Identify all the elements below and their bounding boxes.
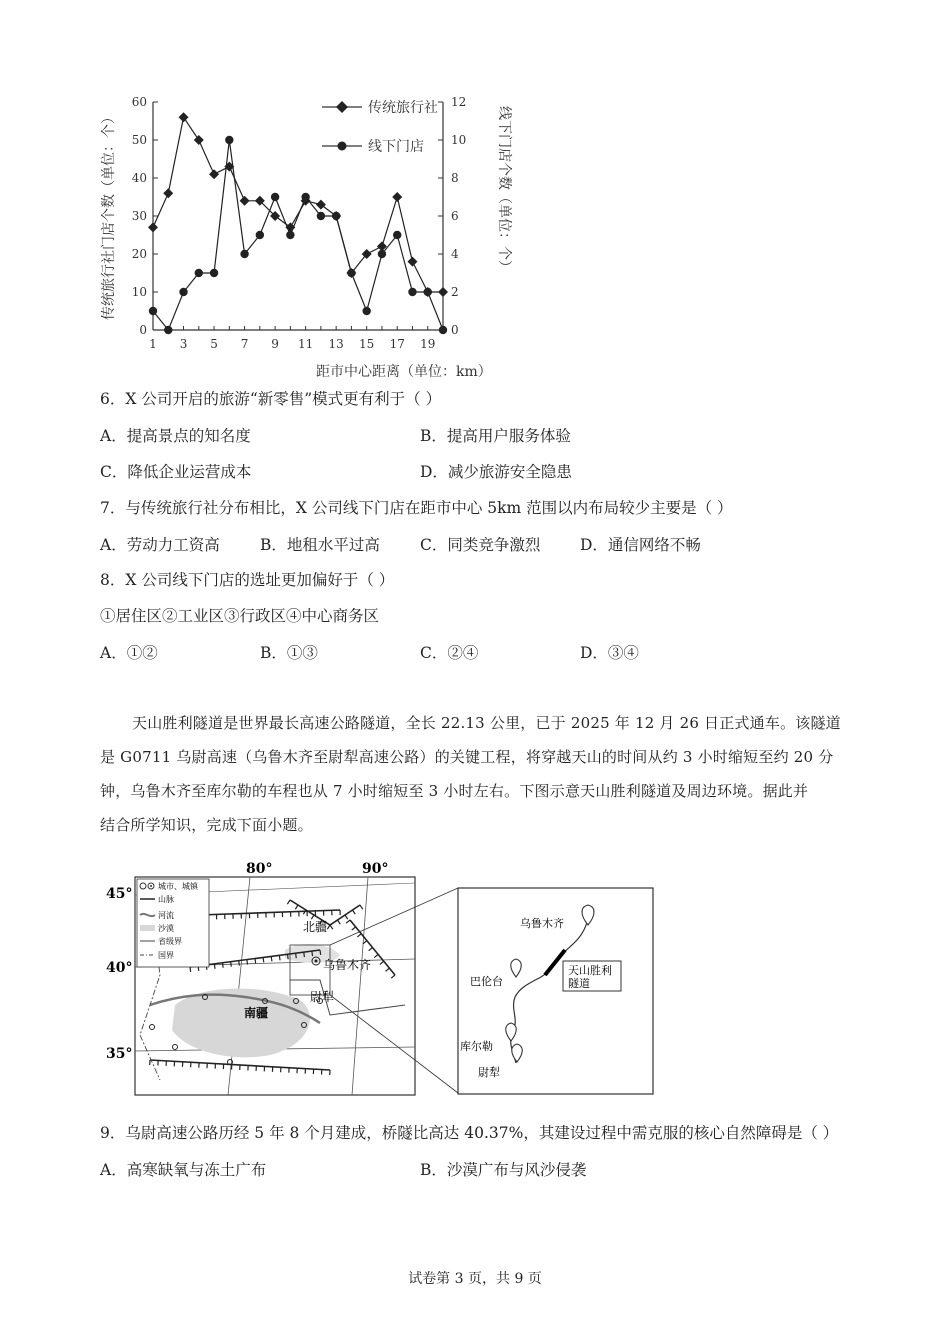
question-9-stem: 9．乌尉高速公路历经 5 年 8 个月建成，桥隧比高达 40.37%，其建设过程中需克服的核心自然障碍是（ ） <box>100 1124 839 1142</box>
y-right-tick-label: 8 <box>451 171 459 185</box>
x-tick-label: 3 <box>179 337 188 351</box>
lon-label-90: 90° <box>362 861 389 877</box>
question-6-option-b: B．提高用户服务体验 <box>420 427 571 445</box>
question-7-option-b: B．地租水平过高 <box>260 536 380 554</box>
question-7-option-a: A．劳动力工资高 <box>100 536 220 554</box>
tianshan-map <box>0 855 950 1105</box>
question-8-option-a: A．①② <box>100 644 158 662</box>
question-6-option-d: D．减少旅游安全隐患 <box>420 463 572 481</box>
mountain-tick <box>296 953 297 958</box>
question-9-option-a: A．高寒缺氧与冻土广布 <box>100 1161 267 1179</box>
store-distribution-chart <box>0 0 950 395</box>
chart-xlabel: 距市中心距离（单位：km） <box>316 364 492 380</box>
mountain-tick <box>386 968 390 971</box>
mountain-tick <box>247 960 248 965</box>
mountain-tick <box>239 961 240 966</box>
x-tick-label: 7 <box>240 337 249 351</box>
point-traditional <box>179 112 189 122</box>
x-tick-label: 17 <box>389 337 405 351</box>
legend-label-traditional: 传统旅行社 <box>368 100 438 116</box>
lat-label-45: 45° <box>106 886 133 902</box>
legend-label-offline: 线下门店 <box>368 139 424 155</box>
passage-line-3: 钟，乌鲁木齐至库尔勒的车程也从 7 小时缩短至 3 小时左右。下图示意天山胜利隧道及周边环境。据此并 <box>100 782 809 800</box>
question-7-option-d: D．通信网络不畅 <box>580 536 701 554</box>
point-offline <box>332 212 340 220</box>
mountain-tick <box>263 957 264 962</box>
desert-area <box>172 989 310 1058</box>
point-offline <box>195 269 203 277</box>
chart-axes <box>132 95 467 351</box>
mountain-tianshan-north <box>200 910 340 915</box>
lon-label-80: 80° <box>246 861 273 877</box>
question-7-option-c: C．同类竞争激烈 <box>420 536 541 554</box>
passage-line-1: 天山胜利隧道是世界最长高速公路隧道，全长 22.13 公里，已于 2025 年 12 月 26 日正式通车。该隧道 <box>132 714 841 732</box>
mountain-tick <box>346 920 350 923</box>
tunnel-label-line1: 天山胜利 <box>568 964 612 977</box>
chart-ylabel-left: 传统旅行社门店个数（单位：个） <box>101 110 117 320</box>
point-offline <box>301 193 309 201</box>
x-tick-label: 13 <box>328 337 344 351</box>
lat-label-40: 40° <box>106 960 133 976</box>
point-offline <box>164 326 172 334</box>
point-offline <box>210 269 218 277</box>
question-8-option-d: D．③④ <box>580 644 639 662</box>
inset-label-korla: 库尔勒 <box>460 1040 493 1053</box>
point-offline <box>149 307 157 315</box>
passage <box>100 706 860 842</box>
y-left-tick-label: 20 <box>131 247 147 261</box>
mountain-tick <box>320 950 321 955</box>
point-traditional <box>407 257 417 267</box>
legend-diamond-marker <box>336 101 348 113</box>
point-traditional <box>163 188 173 198</box>
point-traditional <box>240 196 250 206</box>
y-left-tick-label: 40 <box>131 171 147 185</box>
point-offline <box>240 250 248 258</box>
mountain-tick <box>311 915 314 919</box>
inset-label-baluntai: 巴伦台 <box>470 975 503 988</box>
point-offline <box>439 326 447 334</box>
mountain-tick <box>327 925 330 929</box>
y-right-tick-label: 4 <box>451 247 459 261</box>
region-nanjiang: 南疆 <box>244 1006 269 1020</box>
mountain-tick <box>295 905 298 909</box>
x-tick-label: 11 <box>297 337 314 351</box>
map-legend-province-border: 省级界 <box>158 937 182 946</box>
x-tick-label: 9 <box>271 337 279 351</box>
question-8-options-line: ①居住区②工业区③行政区④中心商务区 <box>100 607 380 625</box>
x-tick-label: 1 <box>149 337 157 351</box>
y-right-tick-label: 2 <box>451 285 459 299</box>
point-offline <box>362 307 370 315</box>
inset-label-urumqi: 乌鲁木齐 <box>520 917 564 930</box>
mountain-tick <box>352 927 356 930</box>
point-offline <box>317 212 325 220</box>
passage-line-2: 是 G0711 乌尉高速（乌鲁木齐至尉犁高速公路）的关键工程，将穿越天山的时间从约 3 小时缩短至约 20 分 <box>100 748 834 766</box>
x-tick-label: 19 <box>420 337 436 351</box>
point-traditional <box>438 287 448 297</box>
mountain-tick <box>255 959 256 964</box>
question-6-option-a: A．提高景点的知名度 <box>100 427 251 445</box>
question-8-option-b: B．①③ <box>260 644 318 662</box>
chart-ylabel-right: 线下门店个数（单位：个） <box>496 106 512 274</box>
y-left-tick-label: 10 <box>131 285 147 299</box>
map-legend-national-border: 国界 <box>158 951 174 960</box>
mountain-tick <box>330 925 333 929</box>
region-beijiang: 北疆 <box>303 920 328 934</box>
y-right-tick-label: 12 <box>451 95 467 109</box>
mountain-tick <box>312 951 313 956</box>
mountain-tick <box>231 962 232 967</box>
mountain-tick <box>345 915 348 919</box>
tunnel-label-line2: 隧道 <box>568 977 590 990</box>
chart-legend <box>322 100 438 155</box>
mountain-tick <box>338 920 341 924</box>
question-9-option-b: B．沙漠广布与风沙侵袭 <box>420 1161 587 1179</box>
mountain-tick <box>391 975 395 978</box>
mountain-tick <box>190 967 191 972</box>
point-traditional <box>148 222 158 232</box>
mountain-tick <box>360 905 363 909</box>
point-offline <box>408 288 416 296</box>
mountain-tick <box>357 934 361 937</box>
point-traditional <box>209 169 219 179</box>
mountain-tick <box>369 948 373 951</box>
inset-label-yuli: 尉犁 <box>478 1066 500 1079</box>
passage-line-4: 结合所学知识，完成下面小题。 <box>100 816 313 834</box>
map-legend-mountain: 山脉 <box>158 895 174 904</box>
point-offline <box>393 231 401 239</box>
point-offline <box>378 250 386 258</box>
map-legend-city: 城市、城镇 <box>158 882 198 891</box>
point-offline <box>424 288 432 296</box>
point-offline <box>347 269 355 277</box>
mountain-tick <box>271 956 272 961</box>
y-right-tick-label: 6 <box>451 209 459 223</box>
mountain-tick <box>304 952 305 957</box>
mountain-tick <box>353 910 356 914</box>
mountain-tick <box>374 954 378 957</box>
point-offline <box>256 231 264 239</box>
mountain-tick <box>223 963 224 968</box>
point-traditional <box>316 200 326 210</box>
map-legend-river: 河流 <box>158 911 174 920</box>
point-offline <box>179 288 187 296</box>
question-8-option-c: C．②④ <box>420 644 479 662</box>
y-right-tick-label: 0 <box>451 323 459 337</box>
map-legend-desert: 沙漠 <box>158 924 174 933</box>
point-offline <box>271 193 279 201</box>
point-traditional <box>194 135 204 145</box>
legend-circle-marker <box>338 142 347 151</box>
mountain-tick <box>380 961 384 964</box>
y-left-tick-label: 50 <box>131 133 147 147</box>
question-6-stem: 6．X 公司开启的旅游“新零售”模式更有利于（ ） <box>100 390 442 408</box>
x-tick-label: 5 <box>210 337 218 351</box>
question-8-stem: 8．X 公司线下门店的选址更加偏好于（ ） <box>100 571 395 589</box>
point-offline <box>286 231 294 239</box>
question-6-option-c: C．降低企业运营成本 <box>100 463 252 481</box>
point-traditional <box>392 192 402 202</box>
y-left-tick-label: 60 <box>131 95 147 109</box>
y-left-tick-label: 30 <box>131 209 147 223</box>
mountain-tick <box>288 954 289 959</box>
y-left-tick-label: 0 <box>139 323 147 337</box>
mountain-tick <box>287 900 290 904</box>
question-7-stem: 7．与传统旅行社分布相比，X 公司线下门店在距市中心 5km 范围以内布局较少主要是（ ） <box>100 499 733 517</box>
page-footer: 试卷第 3 页，共 9 页 <box>408 1271 542 1287</box>
city-urumqi-label: 乌鲁木齐 <box>323 958 372 972</box>
point-offline <box>225 136 233 144</box>
city-yuli-label: 尉犁 <box>310 990 335 1004</box>
mountain-tick <box>279 955 280 960</box>
lat-label-35: 35° <box>106 1046 133 1062</box>
mountain-tick <box>214 964 215 969</box>
x-tick-label: 15 <box>359 337 375 351</box>
y-right-tick-label: 10 <box>451 133 467 147</box>
